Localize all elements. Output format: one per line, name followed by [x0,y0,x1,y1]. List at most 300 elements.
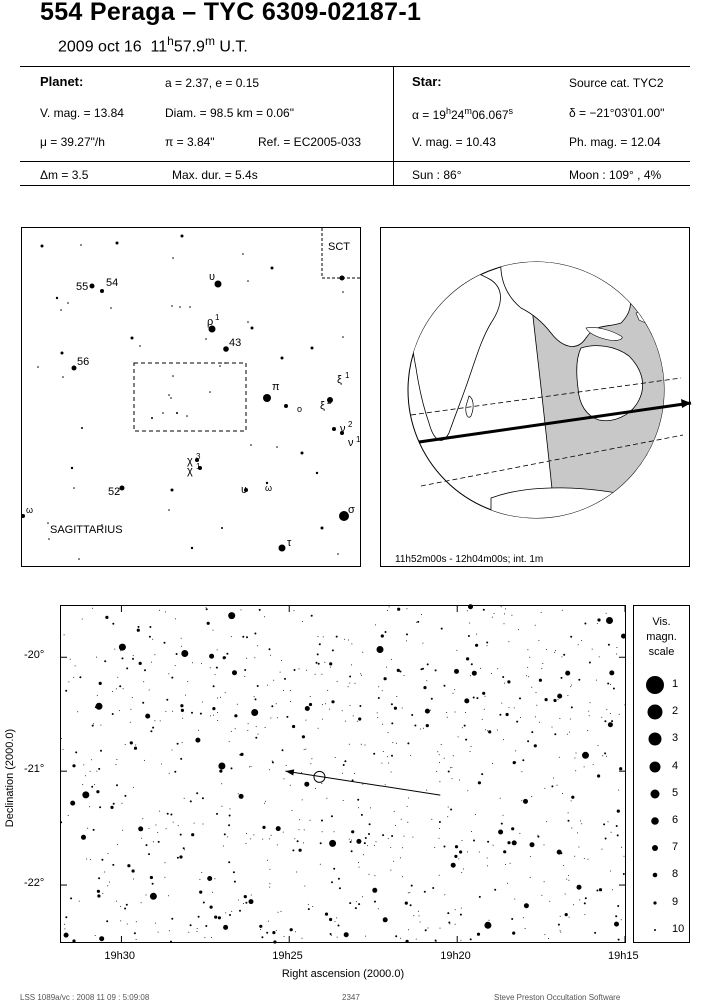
field-star [98,877,100,879]
field-star [431,698,433,700]
star-label: ν [348,437,354,449]
field-star [269,769,270,770]
field-star [554,652,555,653]
field-star [329,840,336,847]
field-star [542,663,543,664]
field-star [256,726,257,727]
field-star [560,852,562,854]
scale-row [634,672,689,699]
field-star [261,936,263,938]
field-star [141,838,142,839]
scale-row [634,917,689,944]
field-star [130,722,131,723]
field-star [269,887,270,888]
field-star [213,630,214,631]
field-star [159,811,160,812]
field-star [523,917,524,918]
field-star [302,799,303,800]
field-star [606,617,613,624]
star-label: π [272,381,280,393]
field-star [96,657,97,658]
field-star [99,936,104,941]
field-star [137,629,140,632]
x-tick-label: 19h15 [608,950,639,962]
field-star [99,806,101,808]
field-star [119,710,120,711]
field-star [462,727,463,728]
field-star [180,704,183,707]
field-star [577,885,582,890]
field-star [239,754,241,756]
field-star [507,883,508,884]
field-star [574,758,575,759]
field-star [560,930,561,931]
finder-star [162,412,164,414]
field-star [606,613,607,614]
field-star [214,878,215,879]
field-star [621,634,626,639]
finder-star [191,547,193,549]
field-star [383,751,384,752]
x-tick-label: 19h30 [104,950,136,962]
field-star [290,690,291,691]
field-star [444,758,445,759]
field-star [252,714,253,715]
field-star [239,794,244,799]
field-star [391,659,392,660]
field-star [505,864,506,865]
field-star [246,843,247,844]
field-star [284,936,285,937]
finder-star [209,391,211,393]
field-star [150,730,152,732]
field-star [491,673,492,674]
field-star [437,751,438,752]
field-star [92,608,93,609]
field-star [91,759,92,760]
event-timescale: U.T. [219,38,248,56]
field-star [426,724,429,727]
field-star [282,749,284,751]
field-star [349,744,350,745]
field-star [269,883,270,884]
field-star [95,935,96,936]
field-star [171,918,173,920]
field-star [294,610,295,611]
field-star [257,685,259,687]
field-star [455,712,456,713]
field-star [77,711,78,712]
field-star [99,682,102,685]
field-star [318,728,319,729]
field-star [408,892,409,893]
field-star [602,755,603,756]
field-star [535,716,536,717]
field-star [102,893,103,894]
field-star [473,840,475,842]
field-star [465,712,466,713]
field-star [254,657,255,658]
footer-left: LSS 1089a/vc : 2008 11 09 : 5:09:08 [20,993,150,1002]
antarctica-landmass [491,488,641,528]
field-star [254,696,255,697]
field-star [181,646,182,647]
field-star [177,743,179,745]
star-label: ω [265,483,273,493]
field-star [535,625,536,626]
field-star [154,720,155,721]
field-star [563,865,564,866]
field-star [435,669,437,671]
field-star [149,690,150,691]
field-star [354,773,355,774]
field-star [170,814,172,816]
field-star [136,921,137,922]
field-star [101,937,102,938]
field-star [82,784,83,785]
field-star [276,826,281,831]
field-star [107,885,108,886]
field-star [412,837,413,838]
field-star [361,675,362,676]
field-star [79,901,80,902]
field-star [305,706,310,711]
field-star [150,893,157,900]
finder-star [80,244,82,246]
finder-star [172,257,174,259]
field-star [570,686,571,687]
field-star [461,940,462,941]
field-star [387,756,388,757]
field-star [597,623,598,624]
field-star [259,609,261,611]
field-star [258,734,259,735]
field-star [185,695,186,696]
field-star [126,904,128,906]
field-star [223,925,228,930]
field-star [75,665,76,666]
field-star [249,899,254,904]
field-star [568,812,569,813]
star-phmag: Ph. mag. = 12.04 [569,135,661,149]
field-star [520,717,521,718]
asteroid-track-arrow [285,769,294,775]
field-star [393,861,394,862]
field-star [319,643,321,645]
field-star [276,930,277,931]
field-star [133,879,134,880]
field-star [225,692,226,693]
field-star [290,928,293,931]
field-star [325,703,326,704]
field-star [223,846,224,847]
field-star [97,894,100,897]
finder-star [276,446,278,448]
finder-star [224,362,226,364]
field-star [312,906,313,907]
field-star [612,889,613,890]
field-star [304,782,309,787]
field-star [439,781,440,782]
field-star [120,650,121,651]
field-star [397,608,400,611]
finder-chart-svg [22,228,360,566]
field-star [272,931,275,934]
planet-vmag: V. mag. = 13.84 [40,106,124,120]
field-star [578,847,579,848]
field-star [214,916,217,919]
finder-star [263,394,271,402]
footer-right: Steve Preston Occultation Software [494,993,621,1002]
field-star [364,842,366,844]
finder-star [21,514,25,518]
field-star [176,653,178,655]
field-star [400,671,402,673]
field-star [134,747,137,750]
scale-label: 1 [672,678,679,690]
field-star [127,864,130,867]
table-mid-rule [20,161,690,162]
field-star [335,921,336,922]
event-datetime: 2009 oct 16 11$^h$57.9$^m$ U.T. [58,34,248,56]
field-star [150,876,153,879]
field-star [326,798,327,799]
field-star [578,644,579,645]
field-star [467,610,468,611]
field-star [448,771,450,773]
field-star [358,903,360,905]
field-star [410,755,411,756]
x-tick-label: 19h25 [272,950,303,962]
field-star [349,839,350,840]
field-star [336,636,338,638]
field-star [439,838,440,839]
scale-row [634,754,689,781]
field-star [361,814,363,816]
field-star [229,914,231,916]
field-star [273,680,274,681]
field-star [552,727,553,728]
field-star [336,917,337,918]
field-star [541,895,542,896]
field-star [194,823,195,824]
field-star [579,899,580,900]
field-star [142,702,144,704]
field-star [133,655,134,656]
field-star [110,806,113,809]
y-tick-label: -20° [24,649,45,662]
scale-dot [646,676,664,694]
field-star [475,814,476,815]
field-star [329,709,330,710]
field-star [396,743,397,744]
field-star [454,855,457,858]
field-star [238,900,239,901]
field-star [184,849,185,850]
field-star [441,744,442,745]
field-star [537,835,538,836]
scale-row [634,835,689,862]
finder-chart [21,227,361,567]
finder-star [120,486,125,491]
field-star [421,614,422,615]
field-star [302,938,303,939]
field-star [590,702,591,703]
finder-star [172,375,174,377]
field-star [249,766,250,767]
field-star [166,828,167,829]
field-star [428,928,429,929]
field-star [482,719,483,720]
finder-star [71,467,73,469]
field-star [360,673,361,674]
field-star [89,806,90,807]
field-star [320,864,321,865]
field-star [448,922,450,924]
field-star [171,677,173,679]
field-star [601,717,602,718]
field-star [367,845,368,846]
field-star [456,650,457,651]
field-star [451,767,452,768]
field-star [582,752,589,759]
field-star [104,872,105,873]
field-star [308,908,310,910]
field-star [447,717,448,718]
field-star [469,623,470,624]
field-star [468,604,473,609]
field-star [526,675,527,676]
field-star [318,636,319,637]
field-star [617,905,619,907]
field-star [109,882,110,883]
field-star [519,833,520,834]
field-star [334,831,335,832]
field-star [290,701,291,702]
field-star [82,791,89,798]
field-star [423,728,424,729]
field-star [562,610,563,611]
field-star [391,703,393,705]
field-star [92,725,94,727]
field-star [470,938,472,940]
field-star [168,673,169,674]
finder-star [170,397,172,399]
field-star [180,834,182,836]
field-star [374,845,375,846]
field-star [355,907,357,909]
scale-dot [649,733,662,746]
field-star [320,842,322,844]
field-star [447,912,449,914]
field-star [608,722,613,727]
field-star [233,871,235,873]
field-star [444,894,445,895]
field-star [255,737,257,739]
field-star [385,784,386,785]
field-star [141,902,142,903]
field-star [430,710,431,711]
field-star [353,715,354,716]
field-star [548,938,549,939]
finder-star [72,366,77,371]
field-star [518,629,519,630]
field-star [417,621,419,623]
scale-dot [648,705,663,720]
field-star [159,610,160,611]
finder-star [332,427,336,431]
field-star [316,662,318,664]
path-direction-arrow [681,399,691,408]
planet-heading: Planet: [40,74,84,89]
field-star [146,844,148,846]
field-star [116,901,117,902]
scale-label: 2 [672,705,679,718]
field-star [619,767,622,770]
field-star [584,902,586,904]
field-star [271,705,273,707]
field-star [182,718,183,719]
field-star [221,783,222,784]
star-label: ξ [337,374,342,386]
field-star [192,662,193,663]
field-star [624,856,625,857]
field-star [223,656,226,659]
field-star [516,721,518,723]
field-star [390,847,391,848]
field-star [527,649,528,650]
field-star [478,781,481,784]
field-star [294,838,295,839]
field-star [539,679,542,682]
field-star [153,841,154,842]
field-star [568,820,570,822]
field-star [96,771,97,772]
field-star [471,831,472,832]
field-star [182,742,183,743]
field-star [450,809,452,811]
field-star [270,655,271,656]
finder-star [110,307,112,309]
field-star [545,698,548,701]
field-star [624,704,625,705]
constellation-label: SAGITTARIUS [50,524,123,536]
field-star [468,635,470,637]
scale-dot [651,789,660,798]
field-star [404,675,405,676]
field-star [537,836,539,838]
field-star [387,610,388,611]
field-star [507,841,510,844]
field-star [606,709,607,710]
scale-row [634,781,689,808]
field-star [502,676,504,678]
field-star [262,839,263,840]
field-star [235,728,236,729]
field-star [122,657,124,659]
field-star [149,636,151,638]
field-star [597,774,600,777]
field-star [382,690,383,691]
field-star [498,830,503,835]
field-star [487,865,488,866]
field-star [401,819,402,820]
field-star [310,696,311,697]
finder-star [100,289,104,293]
field-star [465,739,467,741]
field-star [90,771,91,772]
field-star [337,937,338,938]
